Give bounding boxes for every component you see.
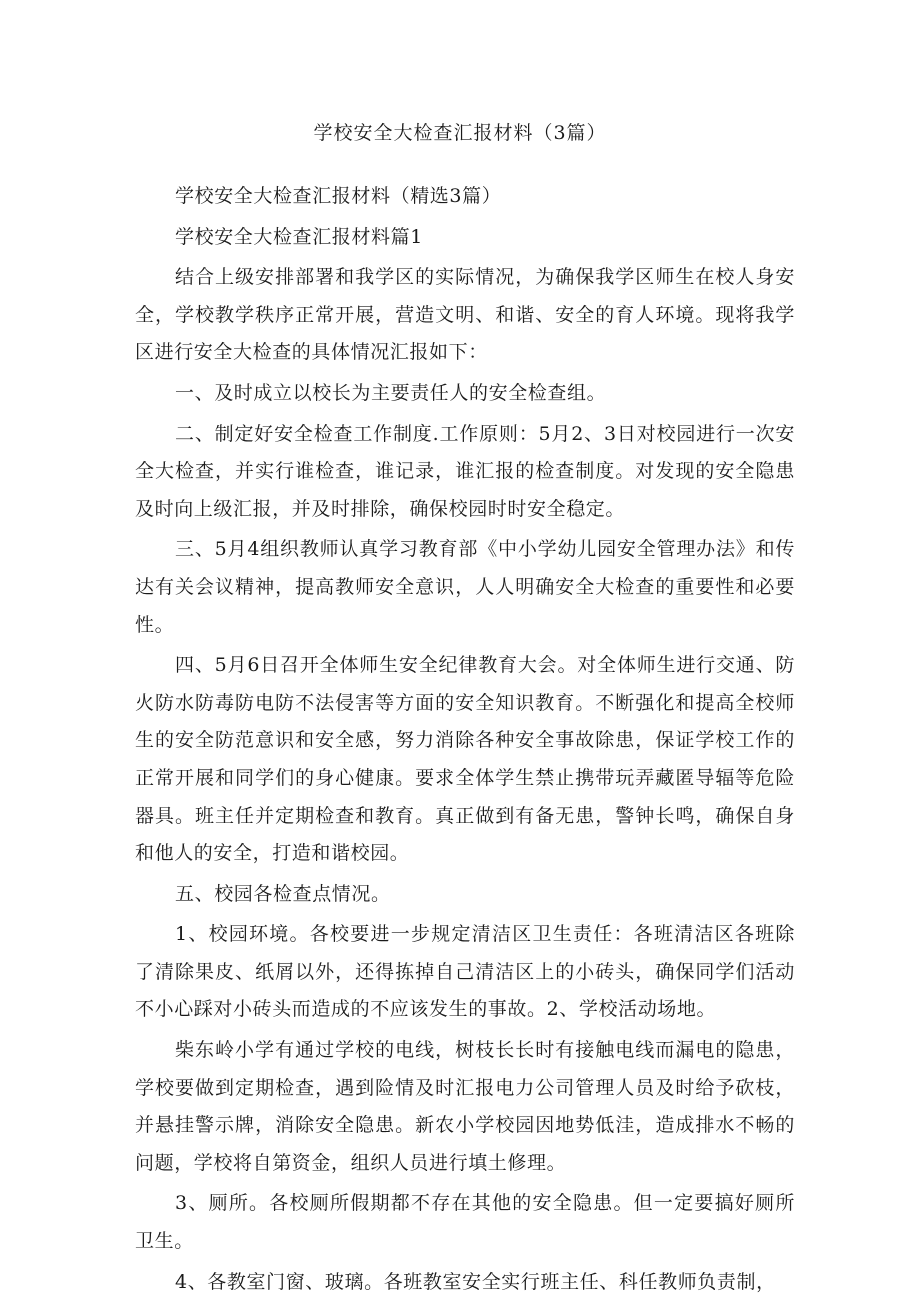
body-paragraph: 四、5月6日召开全体师生安全纪律教育大会。对全体师生进行交通、防火防水防毒防电防不法侵害等方面的安全知识教育。不断强化和提高全校师生的安全防范意识和安全感，努力消除各种安全事故除患，保证学校工作的正常开展和同学们的身心健康。要求全体学生禁止携带玩弄藏匿导辐等危险器具。班主任并定期检查和教育。真正做到有备无患，警钟长鸣，确保自身和他人的安全，打造和谐校园。 — [135, 654, 795, 865]
body-paragraph: 二、制定好安全检查工作制度.工作原则：5月2、3日对校园进行一次安全大检查，并实行谁检查，谁记录，谁汇报的检查制度。对发现的安全隐患及时向上级汇报，并及时排除，确保校园时时安全稳定。 — [135, 422, 795, 520]
body-paragraph: 结合上级安排部署和我学区的实际情况，为确保我学区师生在校人身安全，学校教学秩序正常开展，营造文明、和谐、安全的育人环境。现将我学区进行安全大检查的具体情况汇报如下： — [135, 266, 795, 364]
body-paragraph: 3、厕所。各校厕所假期都不存在其他的安全隐患。但一定要搞好厕所卫生。 — [135, 1192, 795, 1253]
body-paragraph: 1、校园环境。各校要进一步规定清洁区卫生责任：各班清洁区各班除了清除果皮、纸屑以外，还得拣掉自己清洁区上的小砖头，确保同学们活动不小心踩对小砖头而造成的不应该发生的事故。2、学校活动场地。 — [135, 923, 795, 1021]
subtitle-paragraph: 学校安全大检查汇报材料（精选3篇） — [175, 185, 502, 207]
document-title: 学校安全大检查汇报材料（3篇） — [313, 122, 607, 144]
body-paragraph: 三、5月4组织教师认真学习教育部《中小学幼儿园安全管理办法》和传达有关会议精神，提高教师安全意识，人人明确安全大检查的重要性和必要性。 — [135, 538, 795, 636]
body-paragraph: 一、及时成立以校长为主要责任人的安全检查组。 — [175, 381, 607, 404]
body-paragraph: 4、各教室门窗、玻璃。各班教室安全实行班主任、科任教师负责制， — [175, 1270, 776, 1293]
document-body — [135, 178, 795, 1304]
body-paragraph: 五、校园各检查点情况。 — [175, 882, 391, 905]
body-paragraph: 柴东岭小学有通过学校的电线，树枝长长时有接触电线而漏电的隐患，学校要做到定期检查，遇到险情及时汇报电力公司管理人员及时给予砍枝，并悬挂警示牌，消除安全隐患。新农小学校园因地势低洼，造成排水不畅的问题，学校将自第资金，组织人员进行填土修理。 — [135, 1039, 795, 1174]
section-heading: 学校安全大检查汇报材料篇1 — [175, 225, 423, 248]
